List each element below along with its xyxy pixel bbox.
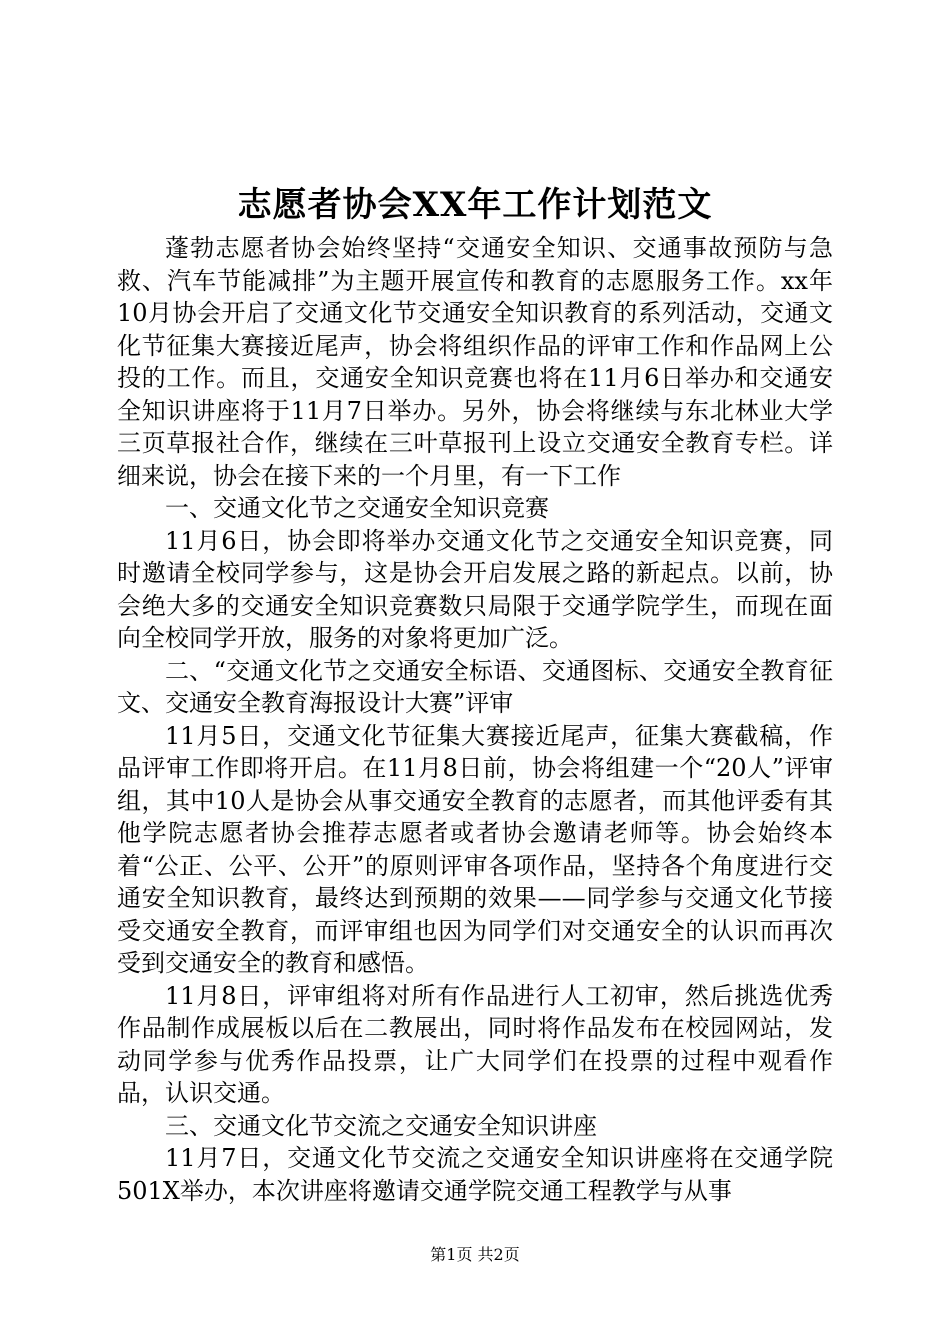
- section-heading-2: 二、“交通文化节之交通安全标语、交通图标、交通安全教育征文、交通安全教育海报设计大赛”评审: [117, 656, 833, 717]
- paragraph-intro: 蓬勃志愿者协会始终坚持“交通安全知识、交通事故预防与急救、汽车节能减排”为主题开展宣传和教育的志愿服务工作。xx年10月协会开启了交通文化节交通安全知识教育的系列活动，交通文化节征集大赛接近尾声，协会将组织作品的评审工作和作品网上公投的工作。而且，交通安全知识竞赛也将在11月6日举办和交通安全知识讲座将于11月7日举办。另外，协会将继续与东北林业大学三页草报社合作，继续在三叶草报刊上设立交通安全教育专栏。详细来说，协会在接下来的一个月里，有一下工作: [117, 234, 833, 490]
- paragraph-section-3: 11月7日，交通文化节交流之交通安全知识讲座将在交通学院501X举办，本次讲座将邀请交通学院交通工程教学与从事: [117, 1144, 833, 1205]
- paragraph-section-2a: 11月5日，交通文化节征集大赛接近尾声，征集大赛截稿，作品评审工作即将开启。在11月8日前，协会将组建一个“20人”评审组，其中10人是协会从事交通安全教育的志愿者，而其他评委有其他学院志愿者协会推荐志愿者或者协会邀请老师等。协会始终本着“公正、公平、公开”的原则评审各项作品，坚持各个角度进行交通安全知识教育，最终达到预期的效果——同学参与交通文化节接受交通安全教育，而评审组也因为同学们对交通安全的认识而再次受到交通安全的教育和感悟。: [117, 721, 833, 977]
- document-body: [117, 232, 833, 1207]
- paragraph-section-2b: 11月8日，评审组将对所有作品进行人工初审，然后挑选优秀作品制作成展板以后在二教展出，同时将作品发布在校园网站，发动同学参与优秀作品投票，让广大同学们在投票的过程中观看作品，认识交通。: [117, 981, 833, 1107]
- page-footer: 第1页 共2页: [430, 1245, 520, 1264]
- document-title: 志愿者协会XX年工作计划范文: [237, 185, 713, 225]
- section-heading-3: 三、交通文化节交流之交通安全知识讲座: [165, 1111, 597, 1140]
- section-heading-1: 一、交通文化节之交通安全知识竞赛: [165, 494, 549, 522]
- paragraph-section-1: 11月6日，协会即将举办交通文化节之交通安全知识竞赛，同时邀请全校同学参与，这是协会开启发展之路的新起点。以前，协会绝大多的交通安全知识竞赛数只局限于交通学院学生，而现在面向全校同学开放，服务的对象将更加广泛。: [117, 526, 833, 652]
